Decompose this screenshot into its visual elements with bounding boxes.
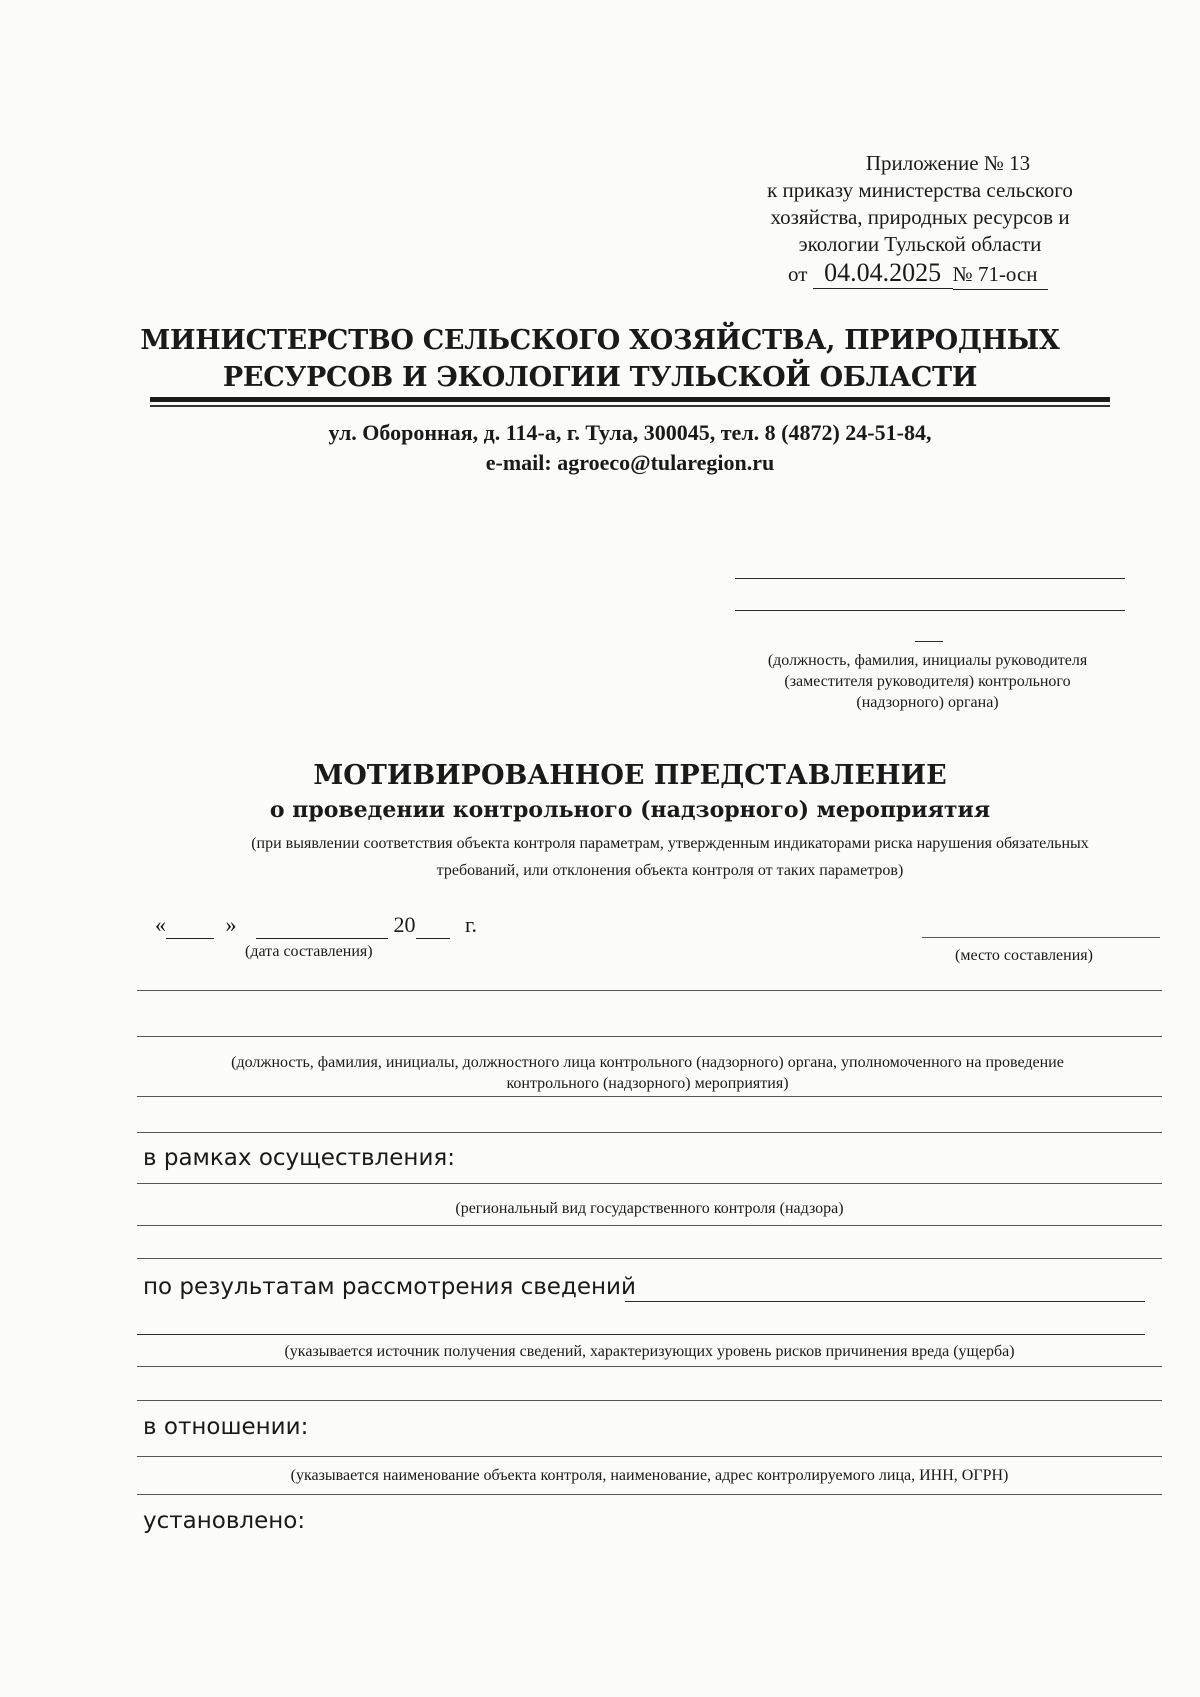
source-caption: (указывается источник получения сведений, характеризующих уровень рисков причинения вреда (ущерба) [284, 1343, 1015, 1360]
ministry-name [120, 322, 1080, 396]
framework-line-3[interactable] [137, 1258, 1162, 1259]
document-note [170, 830, 1170, 884]
framework-label: в рамках осуществления: [143, 1145, 455, 1171]
appendix-line-1: к приказу министерства сельского [767, 178, 1073, 202]
appendix-block [700, 150, 1140, 290]
recipient-line-1[interactable] [735, 578, 1125, 579]
source-line-1[interactable] [625, 1301, 1145, 1302]
framework-line-2[interactable] [137, 1225, 1162, 1226]
document-note-line-2: требований, или отклонения объекта контроля от таких параметров) [436, 862, 904, 879]
document-subtitle: о проведении контрольного (надзорного) мероприятия [269, 797, 991, 823]
letterhead-rule-thin [150, 405, 1110, 407]
official-line-1[interactable] [137, 990, 1162, 991]
official-line-4[interactable] [137, 1132, 1162, 1133]
order-from-label: от [788, 262, 808, 286]
recipient-line-2[interactable] [735, 610, 1125, 611]
subject-line-1[interactable] [137, 1456, 1162, 1457]
order-date: 04.04.2025 [813, 258, 953, 289]
ministry-address [150, 418, 1110, 478]
month-field[interactable] [256, 912, 388, 939]
appendix-line-3: экологии Тульской области [798, 232, 1042, 256]
appendix-line-2: хозяйства, природных ресурсов и [770, 205, 1070, 229]
source-line-2[interactable] [137, 1334, 1145, 1335]
century-text: 20 [393, 912, 416, 937]
subject-label: в отношении: [143, 1414, 309, 1440]
official-caption-line-2: контрольного (надзорного) мероприятия) [506, 1075, 789, 1092]
date-caption: (дата составления) [245, 943, 373, 960]
subject-line-2[interactable] [137, 1494, 1162, 1495]
recipient-short-mark [915, 641, 943, 642]
open-quote: « [155, 912, 166, 937]
recipient-caption [735, 650, 1120, 713]
framework-line-1[interactable] [137, 1183, 1162, 1184]
year-suffix: г. [465, 912, 478, 937]
order-reference [700, 258, 1140, 290]
source-line-4[interactable] [137, 1400, 1162, 1401]
recipient-caption-line-2: (заместителя руководителя) контрольного [784, 673, 1071, 690]
source-line-3[interactable] [137, 1366, 1162, 1367]
official-line-3[interactable] [137, 1096, 1162, 1097]
framework-caption: (региональный вид государственного контроля (надзора) [455, 1200, 844, 1217]
close-quote: » [225, 912, 237, 937]
official-line-2[interactable] [137, 1036, 1162, 1037]
address-line: ул. Оборонная, д. 114-а, г. Тула, 300045, тел. 8 (4872) 24-51-84, [328, 420, 932, 445]
recipient-caption-line-1: (должность, фамилия, инициалы руководителя [767, 652, 1088, 669]
day-field[interactable] [166, 912, 214, 939]
date-row [155, 912, 477, 939]
official-caption-line-1: (должность, фамилия, инициалы, должностного лица контрольного (надзорного) органа, уполномоченного на проведение [231, 1054, 1064, 1071]
document-note-line-1: (при выявлении соответствия объекта контроля параметрам, утвержденным индикаторами риска нарушения обязательных [251, 835, 1089, 852]
recipient-caption-line-3: (надзорного) органа) [856, 694, 999, 711]
ministry-name-line-1: МИНИСТЕРСТВО СЕЛЬСКОГО ХОЗЯЙСТВА, ПРИРОДНЫХ [140, 325, 1060, 356]
order-number: № 71-осн [953, 259, 1048, 290]
appendix-number: Приложение № 13 [865, 151, 1031, 175]
ministry-name-line-2: РЕСУРСОВ И ЭКОЛОГИИ ТУЛЬСКОЙ ОБЛАСТИ [222, 362, 978, 393]
source-label: по результатам рассмотрения сведений [143, 1274, 636, 1300]
year-field[interactable] [416, 912, 450, 939]
official-caption [160, 1052, 1135, 1094]
email-line: e-mail: agroeco@tularegion.ru [485, 450, 775, 475]
letterhead-rule-thick [150, 397, 1110, 402]
place-field[interactable] [922, 937, 1160, 938]
established-label: установлено: [143, 1508, 306, 1534]
place-caption: (место составления) [955, 947, 1093, 964]
document-title: МОТИВИРОВАННОЕ ПРЕДСТАВЛЕНИЕ [313, 760, 947, 791]
subject-caption: (указывается наименование объекта контроля, наименование, адрес контролируемого лица, ИНН, ОГРН) [290, 1467, 1009, 1484]
